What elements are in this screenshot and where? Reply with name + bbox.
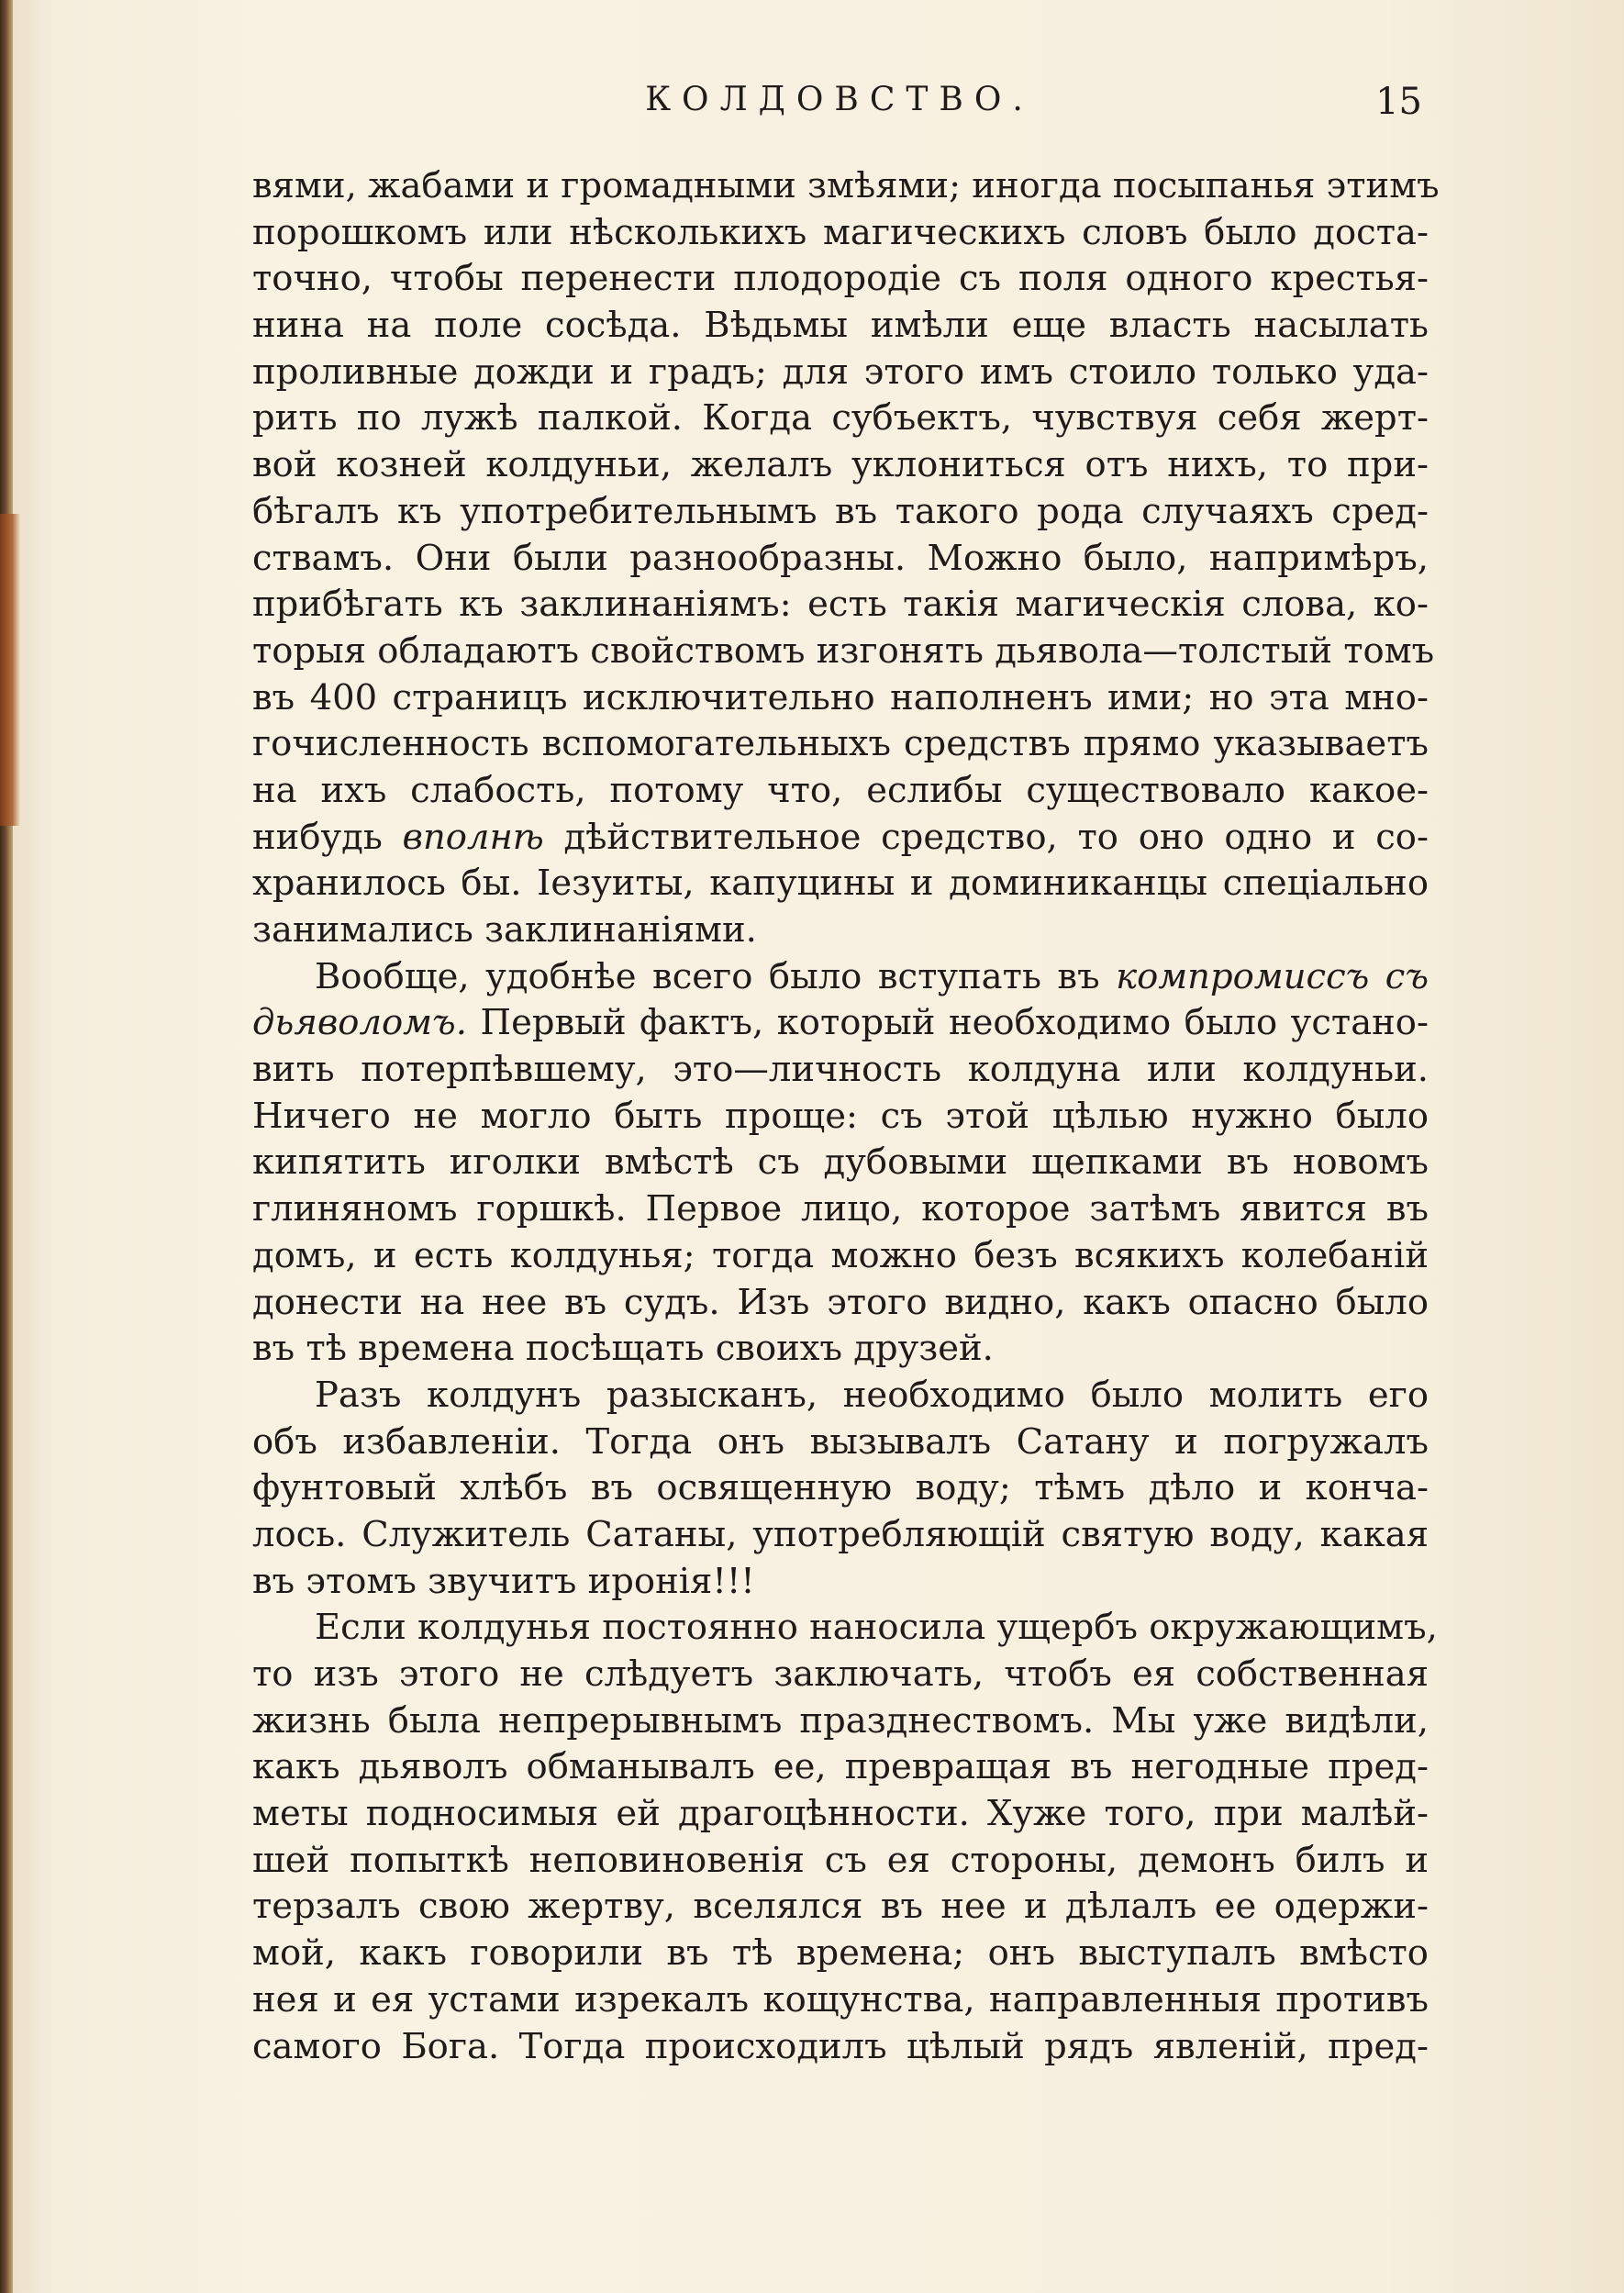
paragraph-2 [252,954,1429,1373]
text-line: ствамъ. Они были разнообразны. Можно было, напримѣръ, [252,537,1429,579]
text-line: самого Бога. Тогда происходилъ цѣлый рядъ явленій, пред- [252,2025,1429,2067]
text-line-with-italic [252,815,1429,862]
text-line-with-italic [252,1000,1429,1047]
text-line: Разъ колдунъ разысканъ, необходимо было молить его [315,1374,1429,1416]
text-segment: Вообще, удобнѣе всего было вступать въ [315,955,1117,997]
book-spine-edge [0,0,13,2293]
text-line-with-italic [252,954,1429,1001]
paragraph-4 [252,1605,1438,2070]
italic-emphasis: вполнѣ [402,816,544,858]
text-line: порошкомъ или нѣсколькихъ магическихъ словъ было доста- [252,211,1429,253]
page-number: 15 [1375,81,1422,123]
text-line: меты подносимыя ей драгоцѣнности. Хуже того, при малѣй- [252,1793,1429,1835]
text-line: жизнь была непрерывнымъ празднествомъ. Мы уже видѣли, [252,1699,1429,1742]
text-line: вями, жабами и громадными змѣями; иногда посыпанья этимъ [252,165,1440,206]
text-line: лось. Служитель Сатаны, употребляющій святую воду, какая [252,1513,1429,1555]
paragraph-3 [252,1373,1429,1605]
text-line: мой, какъ говорили въ тѣ времена; онъ выступалъ вмѣсто [252,1932,1429,1975]
text-line: объ избавленіи. Тогда онъ вызывалъ Сатану и погружалъ [252,1420,1429,1463]
text-line: на ихъ слабость, потому что, еслибы существовало какое- [252,769,1429,811]
text-line: вой козней колдуньи, желалъ уклониться отъ нихъ, то при- [252,444,1429,486]
text-line: глиняномъ горшкѣ. Первое лицо, которое затѣмъ явится въ [252,1188,1429,1230]
text-line-last: занимались заклинаніями. [252,909,757,951]
text-line: торыя обладаютъ свойствомъ изгонять дьявола—толстый томъ [252,629,1435,672]
paragraph-1 [252,163,1440,954]
text-line: домъ, и есть колдунья; тогда можно безъ всякихъ колебаній [252,1234,1429,1276]
text-line: нея и ея устами изрекалъ кощунства, направленныя противъ [252,1978,1429,2020]
text-line: прибѣгать къ заклинаніямъ: есть такія магическія слова, ко- [252,584,1429,626]
body-text [252,163,1440,2070]
text-line: рить по лужѣ палкой. Когда субъектъ, чувствуя себя жерт- [252,397,1429,440]
text-line: гочисленность вспомогательныхъ средствъ прямо указываетъ [252,723,1429,765]
text-segment: дѣйствительное средство, то оно одно и со- [543,816,1429,858]
text-line: фунтовый хлѣбъ въ освященную воду; тѣмъ дѣло и конча- [252,1467,1429,1509]
text-line-last: въ тѣ времена посѣщать своихъ друзей. [252,1328,994,1370]
page-header [257,81,1422,127]
text-segment: Первый фактъ, который необходимо было устано- [466,1002,1429,1044]
text-line: точно, чтобы перенести плодородіе съ поля одного крестья- [252,258,1429,300]
text-line: кипятить иголки вмѣстѣ съ дубовыми щепками въ новомъ [252,1141,1429,1184]
text-line: донести на нее въ судъ. Изъ этого видно, какъ опасно было [252,1281,1429,1323]
text-line: бѣгалъ къ употребительнымъ въ такого рода случаяхъ сред- [252,490,1429,532]
text-line: Если колдунья постоянно наносила ущербъ окружающимъ, [315,1607,1438,1649]
text-line: вить потерпѣвшему, это—личность колдуна или колдуньи. [252,1049,1429,1091]
italic-emphasis: компромиссъ съ [1116,955,1429,997]
text-line: въ 400 страницъ исключительно наполненъ ими; но эта мно- [252,676,1429,718]
text-line: Ничего не могло быть проще: съ этой цѣлью нужно было [252,1095,1429,1137]
text-line: нина на поле сосѣда. Вѣдьмы имѣли еще власть насылать [252,305,1429,347]
text-line: шей попыткѣ неповиновенія съ ея стороны, демонъ билъ и [252,1839,1429,1881]
text-line: то изъ этого не слѣдуетъ заключать, чтобъ ея собственная [252,1653,1429,1695]
text-line: терзалъ свою жертву, вселялся въ нее и дѣлалъ ее одержи- [252,1886,1429,1928]
running-title: КОЛДОВСТВО. [645,81,1034,118]
text-segment: нибудь [252,816,403,858]
text-line: какъ дьяволъ обманывалъ ее, превращая въ негодные пред- [252,1746,1429,1788]
italic-emphasis: дьяволомъ. [252,1002,467,1044]
text-line-last: въ этомъ звучитъ иронія!!! [252,1560,755,1602]
text-line: хранилось бы. Іезуиты, капуцины и доминиканцы спеціально [252,863,1429,905]
text-line: проливные дожди и градъ; для этого имъ стоило только уда- [252,351,1429,393]
binding-stain [0,514,20,826]
